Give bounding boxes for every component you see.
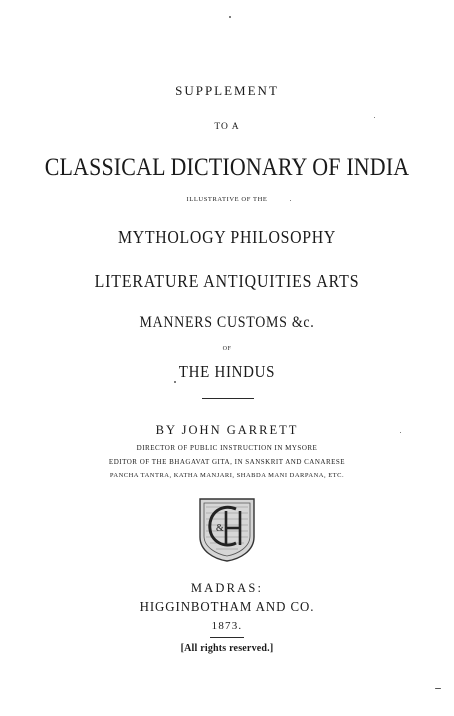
rights-text: [All rights reserved.] bbox=[180, 643, 274, 654]
year-text: 1873. bbox=[211, 620, 243, 632]
subjects-line-3: MANNERS CUSTOMS &c. bbox=[139, 314, 315, 331]
publisher-monogram-emblem-icon bbox=[196, 495, 258, 563]
to-a-text: TO A bbox=[214, 122, 240, 132]
divider-rule-lower bbox=[210, 637, 244, 638]
place-text: MADRAS: bbox=[190, 581, 264, 595]
print-speck bbox=[290, 200, 291, 201]
subjects-line-2: LITERATURE ANTIQUITIES ARTS bbox=[94, 271, 360, 291]
divider-rule-upper bbox=[202, 398, 254, 399]
of-text: OF bbox=[222, 346, 232, 352]
main-title: CLASSICAL DICTIONARY OF INDIA bbox=[44, 152, 410, 181]
hindus-heading: THE HINDUS bbox=[178, 362, 276, 381]
subjects-line-1: MYTHOLOGY PHILOSOPHY bbox=[117, 227, 337, 247]
illustrative-text: ILLUSTRATIVE OF THE bbox=[186, 196, 268, 203]
author-role-3: PANCHA TANTRA, KATHA MANJARI, SHABDA MANI DARPANA, ETC. bbox=[109, 472, 345, 479]
print-speck bbox=[174, 381, 176, 383]
svg-text:&: & bbox=[216, 523, 224, 534]
publisher-name: HIGGINBOTHAM AND CO. bbox=[139, 600, 315, 615]
author-role-2: EDITOR OF THE BHAGAVAT GITA, IN SANSKRIT AND CANARESE bbox=[108, 458, 346, 466]
author-line: BY JOHN GARRETT bbox=[155, 423, 299, 437]
print-speck bbox=[435, 688, 441, 689]
author-role-1: DIRECTOR OF PUBLIC INSTRUCTION IN MYSORE bbox=[136, 444, 318, 452]
print-speck bbox=[400, 432, 401, 433]
print-speck bbox=[229, 16, 231, 18]
supplement-heading: SUPPLEMENT bbox=[175, 83, 279, 98]
print-speck bbox=[374, 117, 375, 118]
